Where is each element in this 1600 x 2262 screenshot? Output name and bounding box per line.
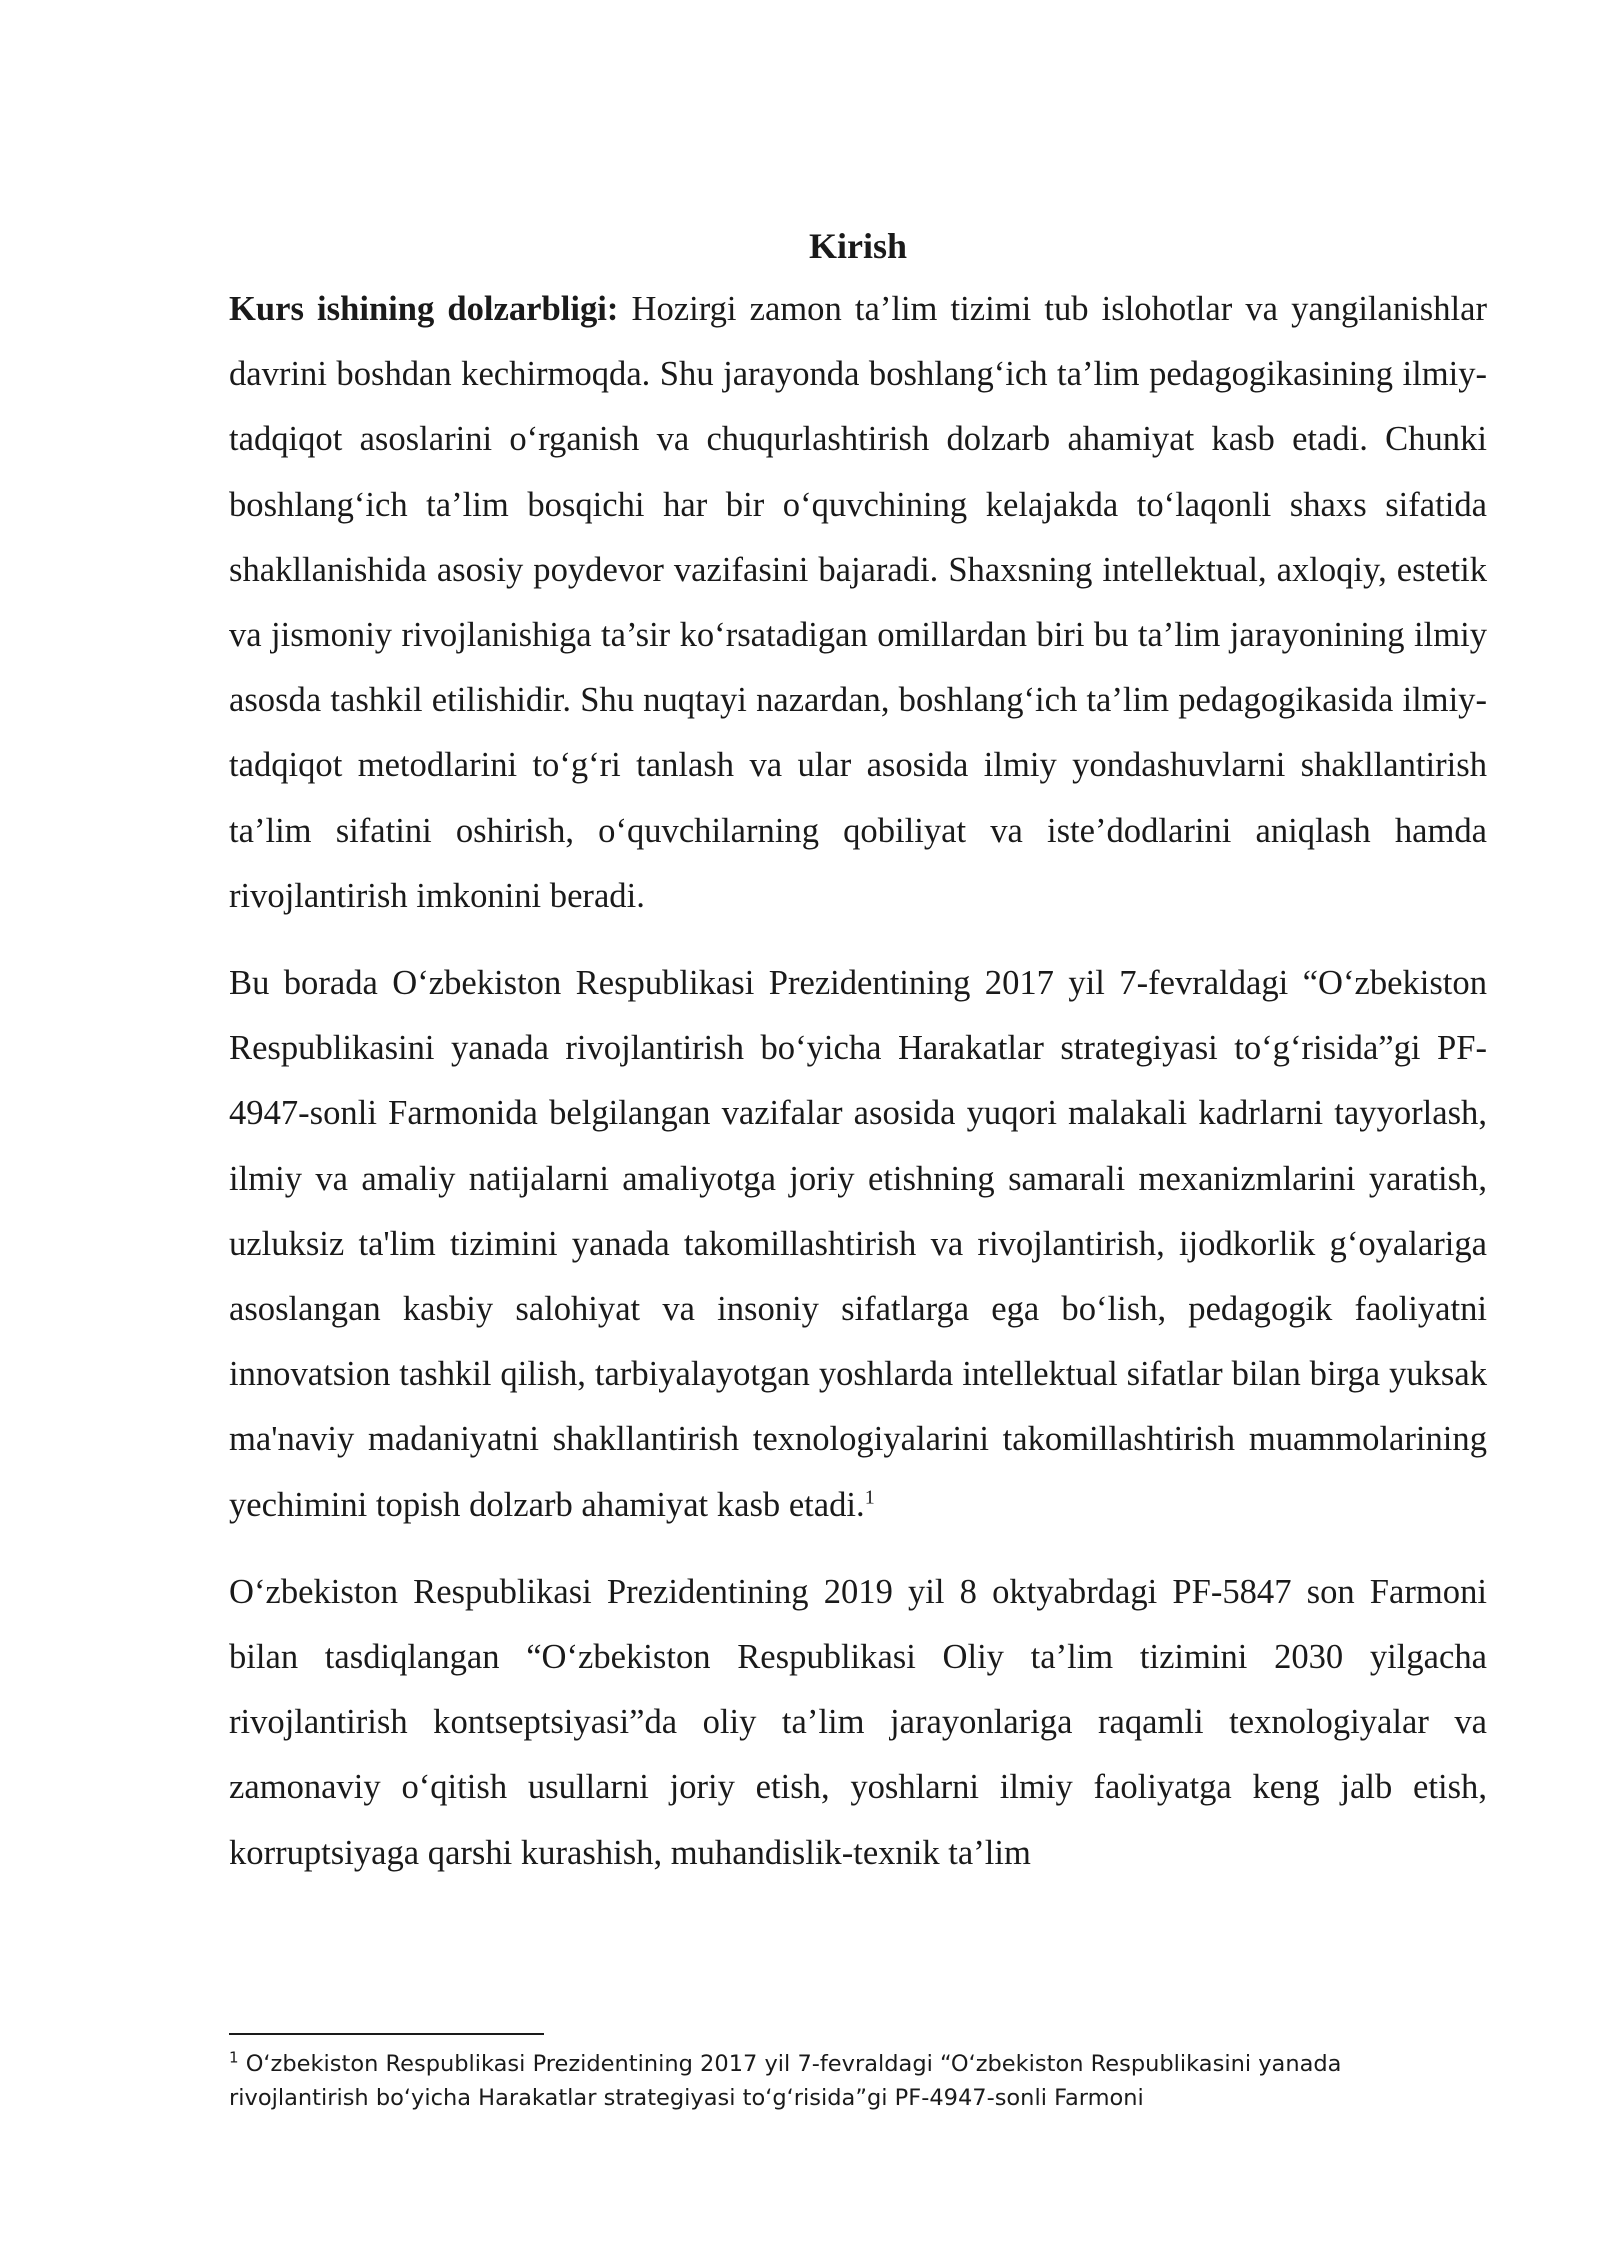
paragraph-decree-2017 <box>229 951 1487 1538</box>
footnote-reference[interactable]: 1 <box>864 1486 875 1509</box>
page-title: Kirish <box>808 226 907 266</box>
paragraph-decree-2019 <box>229 1560 1487 1886</box>
footnote-separator <box>229 2033 544 2035</box>
paragraph-text: Hozirgi zamon ta’lim tizimi tub islohotlar va yangilanishlar davrini boshdan kechirmoqda. Shu jarayonda boshlang‘ich ta’lim pedagogikasining ilmiy-tadqiqot asoslarini o‘rganish va chuqurlashtirish dolzarb ahamiyat kasb etadi. Chunki boshlang‘ich ta’lim bosqichi har bir o‘quvchining kelajakda to‘laqonli shaxs sifatida shakllanishida asosiy poydevor vazifasini bajaradi. Shaxsning intellektual, axloqiy, estetik va jismoniy rivojlanishiga ta’sir ko‘rsatadigan omillardan biri bu ta’lim jarayonining ilmiy asosda tashkil etilishidir. Shu nuqtayi nazardan, boshlang‘ich ta’lim pedagogikasida ilmiy-tadqiqot metodlarini to‘g‘ri tanlash va ular asosida ilmiy yondashuvlarni shakllantirish ta’lim sifatini oshirish, o‘quvchilarning qobiliyat va iste’dodlarini aniqlash hamda rivojlantirish imkonini beradi. <box>229 290 1487 915</box>
paragraph-relevance <box>229 277 1487 929</box>
paragraph-lead: Kurs ishining dolzarbligi: <box>229 290 619 328</box>
paragraph-text: O‘zbekiston Respublikasi Prezidentining 2019 yil 8 oktyabrdagi PF-5847 son Farmoni bilan tasdiqlangan “O‘zbekiston Respublikasi Oliy ta’lim tizimini 2030 yilgacha rivojlantirish kontseptsiyasi”da oliy ta’lim jarayonlariga raqamli texnologiyalar va zamonaviy o‘qitish usullarni joriy etish, yoshlarni ilmiy faoliyatga keng jalb etish, korruptsiyaga qarshi kurashish, muhandislik-texnik ta’lim <box>229 1572 1487 1872</box>
footnote-text: O‘zbekiston Respublikasi Prezidentining 2017 yil 7-fevraldagi “O‘zbekiston Respublikasini yanada rivojlantirish bo‘yicha Harakatlar strategiyasi to‘g‘risida”gi PF-4947-sonli Farmoni <box>229 2051 1342 2111</box>
document-body <box>229 215 1487 1886</box>
footnote <box>229 2047 1487 2115</box>
footnote-number: 1 <box>229 2048 239 2067</box>
paragraph-text: Bu borada O‘zbekiston Respublikasi Prezidentining 2017 yil 7-fevraldagi “O‘zbekiston Respublikasini yanada rivojlantirish bo‘yicha Harakatlar strategiyasi to‘g‘risida”gi PF-4947-sonli Farmonida belgilangan vazifalar asosida yuqori malakali kadrlarni tayyorlash, ilmiy va amaliy natijalarni amaliyotga joriy etishning samarali mexanizmlarini yaratish, uzluksiz ta'lim tizimini yanada takomillashtirish va rivojlantirish, ijodkorlik g‘oyalariga asoslangan kasbiy salohiyat va insoniy sifatlarga ega bo‘lish, pedagogik faoliyatni innovatsion tashkil qilish, tarbiyalayotgan yoshlarda intellektual sifatlar bilan birga yuksak ma'naviy madaniyatni shakllantirish texnologiyalarini takomillashtirish muammolarining yechimini topish dolzarb ahamiyat kasb etadi. <box>229 964 1487 1524</box>
